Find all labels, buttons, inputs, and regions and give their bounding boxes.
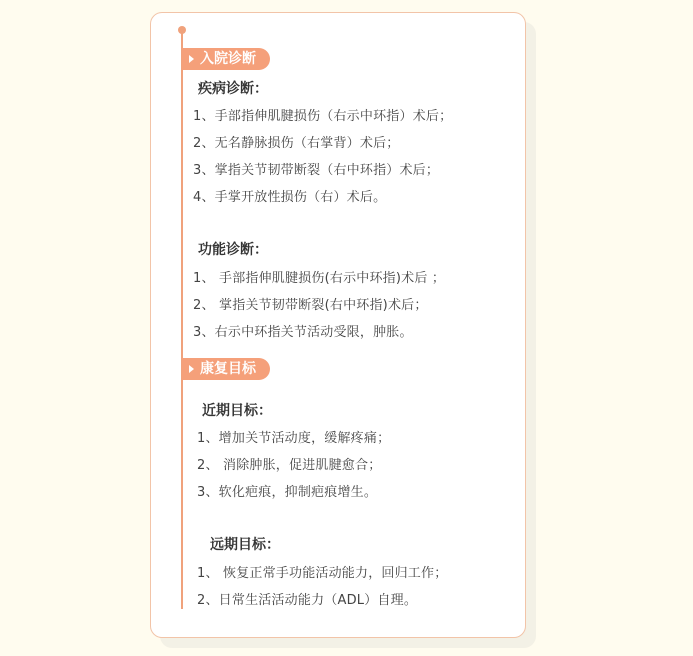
- section-tag-goals: [182, 358, 270, 380]
- section-tag-label: 入院诊断: [200, 51, 256, 67]
- disease-item: 1、手部指伸肌腱损伤（右示中环指）术后；: [193, 109, 453, 124]
- triangle-right-icon: [189, 365, 194, 373]
- disease-diagnosis-title: 疾病诊断：: [198, 81, 268, 97]
- function-diagnosis-title: 功能诊断：: [198, 242, 268, 258]
- long-goal-item: 2、日常生活活动能力（ADL）自理。: [197, 593, 418, 608]
- short-term-goals-title: 近期目标：: [202, 403, 272, 419]
- disease-item: 4、手掌开放性损伤（右）术后。: [193, 190, 387, 205]
- short-goal-item: 1、增加关节活动度，缓解疼痛；: [197, 431, 391, 446]
- long-goal-item: 1、 恢复正常手功能活动能力，回归工作；: [197, 566, 448, 581]
- function-item: 3、右示中环指关节活动受限，肿胀。: [193, 325, 413, 340]
- short-goal-item: 3、软化疤痕，抑制疤痕增生。: [197, 485, 378, 500]
- triangle-right-icon: [189, 55, 194, 63]
- function-item: 2、 掌指关节韧带断裂(右中环指)术后；: [193, 298, 428, 313]
- section-tag-label: 康复目标: [200, 361, 256, 377]
- short-goal-item: 2、 消除肿胀，促进肌腱愈合；: [197, 458, 382, 473]
- disease-item: 3、掌指关节韧带断裂（右中环指）术后；: [193, 163, 440, 178]
- disease-item: 2、无名静脉损伤（右掌背）术后；: [193, 136, 400, 151]
- long-term-goals-title: 远期目标：: [210, 537, 280, 553]
- content-card: [150, 12, 526, 638]
- section-tag-admission: [182, 48, 270, 70]
- timeline-line: [181, 31, 183, 609]
- function-item: 1、 手部指伸肌腱损伤(右示中环指)术后 ；: [193, 271, 446, 286]
